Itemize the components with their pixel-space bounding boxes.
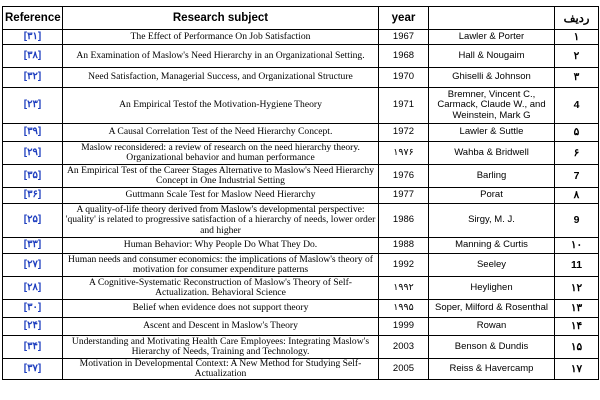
reference-cell[interactable]: [۳۸] — [3, 45, 63, 68]
row-number-cell: ۱۳ — [555, 300, 599, 318]
row-number-cell: ۱۲ — [555, 277, 599, 300]
table-row — [3, 188, 599, 204]
subject-cell: A Causal Correlation Test of the Need Hierarchy Concept. — [63, 124, 379, 142]
author-cell: Rowan — [429, 318, 555, 336]
row-number-cell: 9 — [555, 204, 599, 238]
header-author — [429, 7, 555, 30]
subject-cell: Understanding and Motivating Health Care Employees: Integrating Maslow's Hierarchy of Needs, Training and Technology. — [63, 336, 379, 359]
subject-cell: Human Behavior: Why People Do What They Do. — [63, 238, 379, 254]
author-cell: Porat — [429, 188, 555, 204]
table-row — [3, 318, 599, 336]
reference-cell[interactable]: [۳۷] — [3, 359, 63, 380]
year-cell: 1988 — [379, 238, 429, 254]
subject-cell: Maslow reconsidered: a review of research on the need hierarchy theory. Organizational behavior and human performance — [63, 142, 379, 165]
subject-cell: A Cognitive-Systematic Reconstruction of Maslow's Theory of Self-Actualization. Behavioral Science — [63, 277, 379, 300]
reference-cell[interactable]: [۳۲] — [3, 68, 63, 88]
reference-cell[interactable]: [۲۳] — [3, 88, 63, 124]
row-number-cell: ۱۵ — [555, 336, 599, 359]
year-cell: 1986 — [379, 204, 429, 238]
author-cell: Reiss & Havercamp — [429, 359, 555, 380]
table-row — [3, 359, 599, 380]
year-cell: 1970 — [379, 68, 429, 88]
author-cell: Hall & Nougaim — [429, 45, 555, 68]
author-cell: Wahba & Bridwell — [429, 142, 555, 165]
table-row — [3, 238, 599, 254]
header-reference: Reference — [3, 7, 63, 30]
table-body — [3, 30, 599, 380]
row-number-cell: ۱ — [555, 30, 599, 45]
year-cell: 1968 — [379, 45, 429, 68]
table-row — [3, 124, 599, 142]
author-cell: Seeley — [429, 254, 555, 277]
row-number-cell: ۱۰ — [555, 238, 599, 254]
author-cell: Ghiselli & Johnson — [429, 68, 555, 88]
author-cell: Barling — [429, 165, 555, 188]
reference-cell[interactable]: [۳۱] — [3, 30, 63, 45]
header-subject: Research subject — [63, 7, 379, 30]
author-cell: Sirgy, M. J. — [429, 204, 555, 238]
author-cell: Bremner, Vincent C., Carmack, Claude W., and Weinstein, Mark G — [429, 88, 555, 124]
reference-cell[interactable]: [۲۹] — [3, 142, 63, 165]
subject-cell: An Examination of Maslow's Need Hierarchy in an Organizational Setting. — [63, 45, 379, 68]
reference-cell[interactable]: [۲۴] — [3, 318, 63, 336]
subject-cell: Human needs and consumer economics: the implications of Maslow's theory of motivation for consumer expenditure patterns — [63, 254, 379, 277]
subject-cell: Need Satisfaction, Managerial Success, and Organizational Structure — [63, 68, 379, 88]
research-table-container — [2, 6, 598, 380]
reference-cell[interactable]: [۳۴] — [3, 336, 63, 359]
table-row — [3, 142, 599, 165]
reference-cell[interactable]: [۲۵] — [3, 204, 63, 238]
author-cell: Lawler & Suttle — [429, 124, 555, 142]
subject-cell: A quality-of-life theory derived from Maslow's developmental perspective: 'quality' is related to progressive satisfaction of a hierarchy of needs, lower order and higher — [63, 204, 379, 238]
table-row — [3, 68, 599, 88]
row-number-cell: ۲ — [555, 45, 599, 68]
subject-cell: The Effect of Performance On Job Satisfaction — [63, 30, 379, 45]
row-number-cell: 11 — [555, 254, 599, 277]
row-number-cell: ۳ — [555, 68, 599, 88]
table-row — [3, 88, 599, 124]
table-row — [3, 300, 599, 318]
author-cell: Soper, Milford & Rosenthal — [429, 300, 555, 318]
table-row — [3, 277, 599, 300]
subject-cell: Ascent and Descent in Maslow's Theory — [63, 318, 379, 336]
year-cell: 1971 — [379, 88, 429, 124]
author-cell: Heylighen — [429, 277, 555, 300]
row-number-cell: 4 — [555, 88, 599, 124]
reference-cell[interactable]: [۳۹] — [3, 124, 63, 142]
table-row — [3, 30, 599, 45]
row-number-cell: ۵ — [555, 124, 599, 142]
subject-cell: Motivation in Developmental Context: A New Method for Studying Self-Actualization — [63, 359, 379, 380]
year-cell: 1999 — [379, 318, 429, 336]
row-number-cell: ۶ — [555, 142, 599, 165]
subject-cell: An Empirical Testof the Motivation-Hygiene Theory — [63, 88, 379, 124]
header-row — [3, 7, 599, 30]
year-cell: 1976 — [379, 165, 429, 188]
year-cell: 1972 — [379, 124, 429, 142]
row-number-cell: 7 — [555, 165, 599, 188]
table-row — [3, 336, 599, 359]
subject-cell: An Empirical Test of the Career Stages Alternative to Maslow's Need Hierarchy Concept in One Industrial Setting — [63, 165, 379, 188]
year-cell: 2003 — [379, 336, 429, 359]
row-number-cell: ۱۴ — [555, 318, 599, 336]
research-table — [2, 6, 599, 380]
author-cell: Lawler & Porter — [429, 30, 555, 45]
table-row — [3, 204, 599, 238]
subject-cell: Belief when evidence does not support theory — [63, 300, 379, 318]
header-year: year — [379, 7, 429, 30]
row-number-cell: ۸ — [555, 188, 599, 204]
year-cell: ۱۹۹۲ — [379, 277, 429, 300]
reference-cell[interactable]: [۲۸] — [3, 277, 63, 300]
year-cell: ۱۹۹۵ — [379, 300, 429, 318]
year-cell: 1992 — [379, 254, 429, 277]
table-row — [3, 254, 599, 277]
row-number-cell: ۱۷ — [555, 359, 599, 380]
reference-cell[interactable]: [۳۶] — [3, 188, 63, 204]
year-cell: 2005 — [379, 359, 429, 380]
table-row — [3, 165, 599, 188]
author-cell: Manning & Curtis — [429, 238, 555, 254]
year-cell: 1967 — [379, 30, 429, 45]
author-cell: Benson & Dundis — [429, 336, 555, 359]
header-number: ردیف — [555, 7, 599, 30]
year-cell: ۱۹۷۶ — [379, 142, 429, 165]
reference-cell[interactable]: [۳۵] — [3, 165, 63, 188]
reference-cell[interactable]: [۳۰] — [3, 300, 63, 318]
year-cell: 1977 — [379, 188, 429, 204]
reference-cell[interactable]: [۳۳] — [3, 238, 63, 254]
subject-cell: Guttmann Scale Test for Maslow Need Hierarchy — [63, 188, 379, 204]
table-row — [3, 45, 599, 68]
reference-cell[interactable]: [۲۷] — [3, 254, 63, 277]
